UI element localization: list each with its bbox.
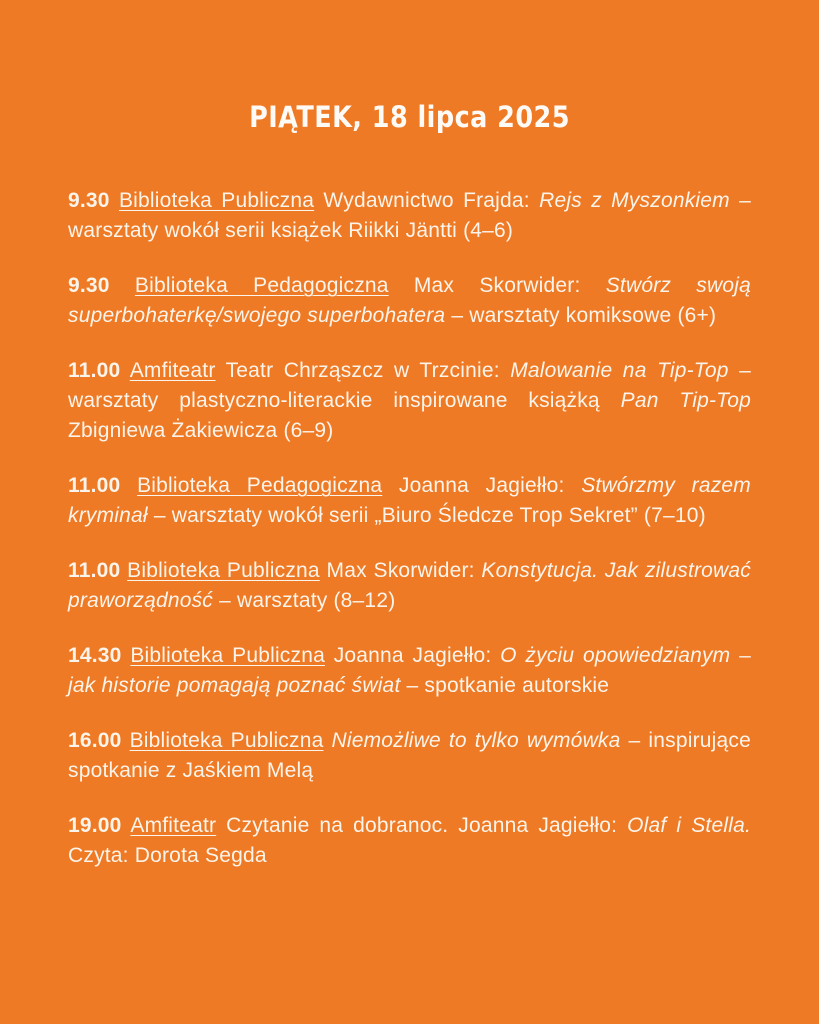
event-time: 16.00 bbox=[68, 729, 122, 752]
event-description-segment: Czyta: Dorota Segda bbox=[68, 844, 267, 867]
event-description-segment: Teatr Chrząszcz w Trzcinie: bbox=[215, 359, 511, 382]
event-time: 14.30 bbox=[68, 644, 122, 667]
event-description-segment: – warsztaty wokół serii „Biuro Śledcze Trop Sekret” (7–10) bbox=[147, 504, 706, 527]
event-item bbox=[68, 726, 751, 786]
event-description-segment: – spotkanie autorskie bbox=[400, 674, 610, 697]
event-description-segment: Konstytucja. Jak zilustrować praworządność bbox=[68, 559, 751, 612]
event-item bbox=[68, 641, 751, 701]
event-item bbox=[68, 186, 751, 246]
event-time: 11.00 bbox=[68, 359, 121, 382]
event-description-segment: – warsztaty plastyczno-literackie inspirowane książką bbox=[68, 359, 751, 412]
event-location: Biblioteka Pedagogiczna bbox=[137, 474, 383, 497]
event-location: Biblioteka Publiczna bbox=[127, 559, 320, 582]
event-item bbox=[68, 556, 751, 616]
event-description-segment: – warsztaty wokół serii książek Riikki Jäntti (4–6) bbox=[68, 189, 751, 242]
event-description-segment: Joanna Jagiełło: bbox=[324, 644, 501, 667]
event-description-segment: Malowanie na Tip-Top bbox=[510, 359, 729, 382]
event-location: Amfiteatr bbox=[129, 359, 216, 382]
event-location: Amfiteatr bbox=[130, 814, 217, 837]
event-description-segment: – warsztaty (8–12) bbox=[213, 589, 396, 612]
event-description-segment: Olaf i Stella. bbox=[627, 814, 751, 837]
event-item bbox=[68, 356, 751, 446]
event-description-segment: Pan Tip-Top bbox=[620, 389, 752, 412]
event-description-segment: Zbigniewa Żakiewicza (6–9) bbox=[68, 419, 334, 442]
event-item bbox=[68, 471, 751, 531]
event-description-segment: Rejs z Myszonkiem bbox=[539, 189, 730, 212]
event-item bbox=[68, 271, 751, 331]
event-description-segment: O życiu opowiedzianym – jak historie pomagają poznać świat bbox=[68, 644, 751, 697]
event-description-segment: Niemożliwe to tylko wymówka bbox=[331, 729, 621, 752]
event-location: Biblioteka Pedagogiczna bbox=[134, 274, 389, 297]
event-time: 11.00 bbox=[68, 474, 121, 497]
event-description-segment: Czytanie na dobranoc. Joanna Jagiełło: bbox=[216, 814, 628, 837]
event-description-segment: – inspirujące spotkanie z Jaśkiem Melą bbox=[68, 729, 751, 782]
event-description-segment: Stwórz swoją superbohaterkę/swojego superbohatera bbox=[68, 274, 751, 327]
event-location: Biblioteka Publiczna bbox=[129, 729, 324, 752]
event-time: 19.00 bbox=[68, 814, 122, 837]
event-description-segment: Max Skorwider: bbox=[319, 559, 482, 582]
event-description-segment: Max Skorwider: bbox=[388, 274, 606, 297]
event-time: 9.30 bbox=[68, 274, 110, 297]
event-location: Biblioteka Publiczna bbox=[118, 189, 315, 212]
event-description-segment: Stwórzmy razem kryminał bbox=[68, 474, 751, 527]
page-title: PIĄTEK, 18 lipca 2025 bbox=[249, 100, 570, 134]
event-description-segment: – warsztaty komiksowe (6+) bbox=[445, 304, 717, 327]
event-location: Biblioteka Publiczna bbox=[130, 644, 325, 667]
event-description-segment: Joanna Jagiełło: bbox=[382, 474, 582, 497]
event-item bbox=[68, 811, 751, 871]
event-list bbox=[68, 186, 751, 871]
event-time: 11.00 bbox=[68, 559, 121, 582]
event-time: 9.30 bbox=[68, 189, 110, 212]
event-description-segment: Wydawnictwo Frajda: bbox=[314, 189, 540, 212]
